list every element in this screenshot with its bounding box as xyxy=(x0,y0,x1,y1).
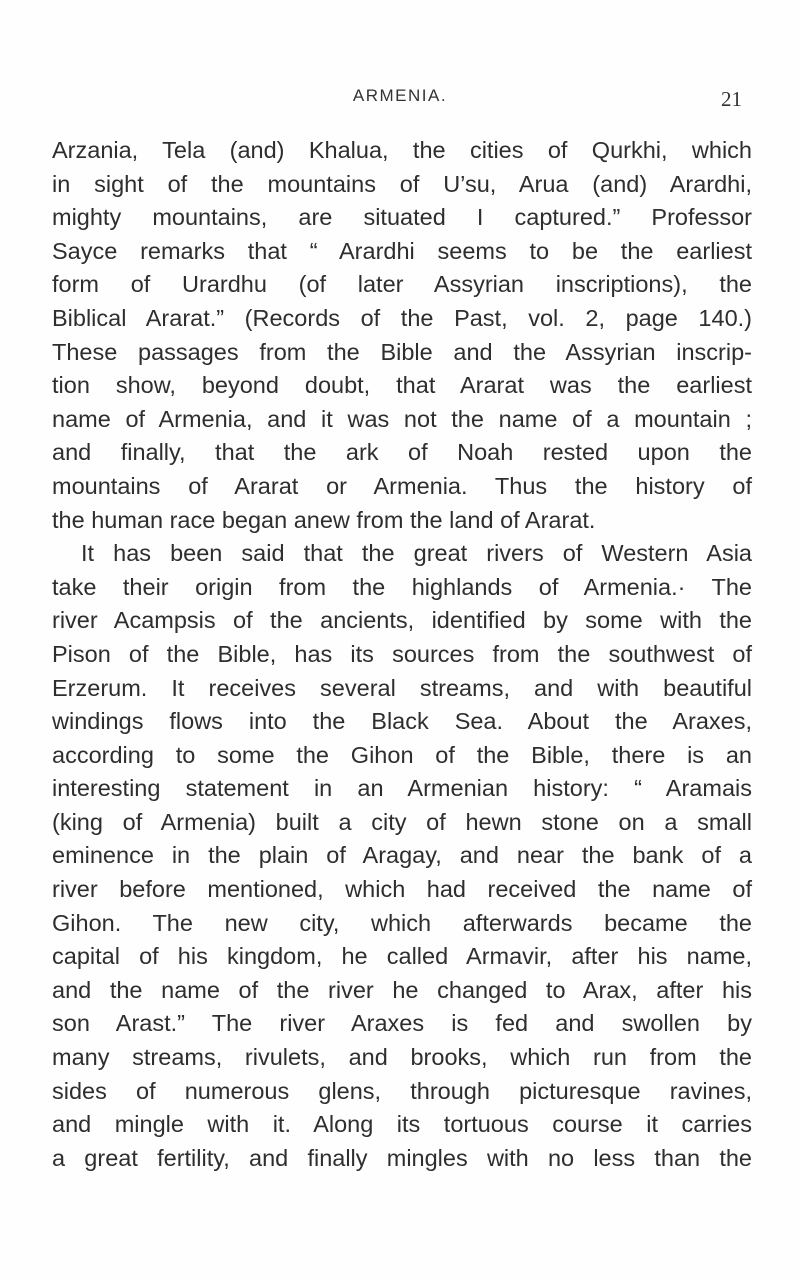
text-line: eminence in the plain of Aragay, and near the bank of a xyxy=(52,842,752,869)
text-line: and finally, that the ark of Noah rested upon the xyxy=(52,439,752,466)
text-line: Arzania, Tela (and) Khalua, the cities of Qurkhi, which xyxy=(52,137,752,163)
text-line: a great fertility, and finally mingles with no less than the xyxy=(52,1144,752,1171)
text-line: interesting statement in an Armenian history: “ Aramais xyxy=(52,775,752,802)
text-line: tion show, beyond doubt, that Ararat was the earliest xyxy=(52,372,752,399)
text-line: Pison of the Bible, has its sources from the southwest of xyxy=(52,640,752,667)
text-line: many streams, rivulets, and brooks, which run from the xyxy=(52,1044,752,1071)
text-line: windings flows into the Black Sea. About the Araxes, xyxy=(52,708,752,735)
text-line: Gihon. The new city, which afterwards became the xyxy=(52,909,752,936)
text-line: according to some the Gihon of the Bible, there is an xyxy=(52,741,752,768)
running-head-title: ARMENIA. xyxy=(352,86,448,105)
text-line: Sayce remarks that “ Arardhi seems to be the earliest xyxy=(52,237,752,264)
text-line: take their origin from the highlands of Armenia.· The xyxy=(52,573,752,600)
text-line: in sight of the mountains of U’su, Arua (and) Arardhi, xyxy=(52,170,752,197)
text-line: mountains of Ararat or Armenia. Thus the history of xyxy=(52,472,752,499)
text-line-indented: It has been said that the great rivers of Western Asia xyxy=(81,540,752,567)
text-line: capital of his kingdom, he called Armavir, after his name, xyxy=(52,943,752,970)
text-line: sides of numerous glens, through picturesque ravines, xyxy=(52,1077,752,1104)
text-line: Erzerum. It receives several streams, and with beautiful xyxy=(52,674,752,701)
text-line: river Acampsis of the ancients, identified by some with the xyxy=(52,607,752,634)
text-line: and the name of the river he changed to Arax, after his xyxy=(52,976,752,1003)
text-line: Biblical Ararat.” (Records of the Past, vol. 2, page 140.) xyxy=(52,304,752,331)
text-line: son Arast.” The river Araxes is fed and swollen by xyxy=(52,1010,752,1037)
text-line: These passages from the Bible and the Assyrian inscrip- xyxy=(52,338,752,365)
text-line: the human race began anew from the land of Ararat. xyxy=(52,506,596,533)
text-line: mighty mountains, are situated I captured.” Professor xyxy=(52,204,752,231)
page-number: 21 xyxy=(721,87,742,111)
text-line: (king of Armenia) built a city of hewn stone on a small xyxy=(52,808,752,835)
body-text xyxy=(52,134,752,1175)
text-line: name of Armenia, and it was not the name of a mountain ; xyxy=(52,405,752,432)
text-line: and mingle with it. Along its tortuous course it carries xyxy=(52,1111,752,1138)
text-line: form of Urardhu (of later Assyrian inscriptions), the xyxy=(52,271,752,298)
text-line: river before mentioned, which had received the name of xyxy=(52,876,752,903)
running-head xyxy=(0,86,800,116)
